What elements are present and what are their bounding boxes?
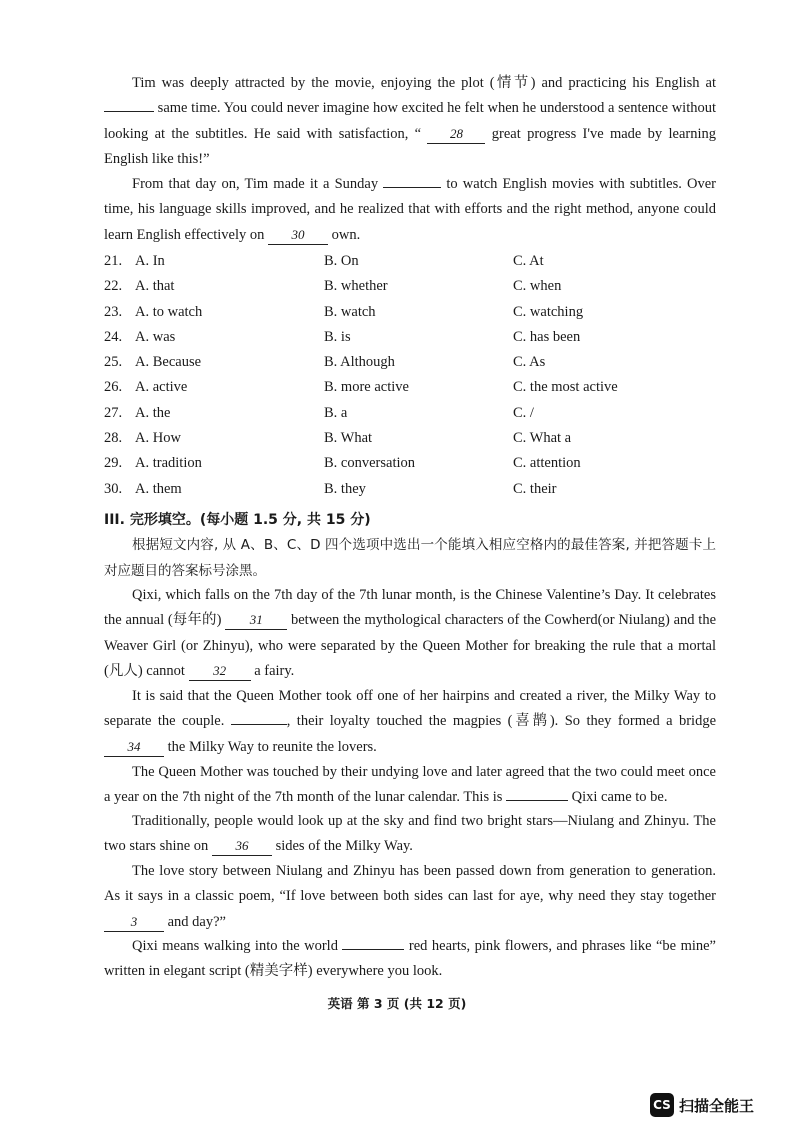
option-c: C. has been (513, 328, 581, 345)
option-a: A. them (135, 480, 182, 497)
blank-33 (231, 724, 287, 725)
option-c: C. At (513, 253, 544, 269)
passage2-paragraph-1 (104, 583, 716, 684)
passage2-text: red hearts, pink flowers, and phrases like “be mine” written in elegant script (精美字样) everywhere you look. (104, 938, 716, 980)
option-row (104, 401, 724, 426)
option-row (104, 426, 724, 451)
option-b: B. What (324, 430, 373, 447)
question-number: 23. (104, 303, 123, 320)
passage1-text: Tim was deeply attracted by the movie, enjoying the plot (情节) and practicing his English at (132, 75, 716, 91)
passage2-paragraph-3 (104, 760, 716, 811)
blank-28-answer: 28 (427, 125, 485, 144)
option-a: A. to watch (135, 303, 203, 320)
option-c: C. What a (513, 430, 572, 447)
option-c: C. As (513, 354, 546, 371)
passage2-text: a fairy. (254, 662, 295, 679)
scanner-watermark (650, 1092, 754, 1118)
option-b: B. more active (324, 379, 409, 396)
question-number: 21. (104, 253, 123, 269)
passage1-text: From that day on, Tim made it a Sunday (132, 176, 379, 192)
question-number: 25. (104, 354, 123, 371)
passage1-text: same time. You could never imagine how excited he felt when he understood a sentence without looking at the subtitles. He said with satisfaction, “ (104, 100, 716, 142)
question-number: 30. (104, 480, 123, 497)
passage2-text: between the mythological characters of the Cowherd(or Niulang) and the Weaver Girl (or Zhinyu), who were separated by the Queen Mother for breaking the rule that a mortal (凡人) cannot (104, 612, 717, 679)
option-b: B. a (324, 404, 348, 421)
option-b: B. conversation (324, 455, 416, 472)
option-c: C. the most active (513, 379, 618, 396)
blank-31: 31 (225, 611, 287, 630)
option-b: B. they (324, 480, 366, 497)
passage1-paragraph-2 (104, 172, 716, 248)
passage2-paragraph-2 (104, 684, 716, 760)
option-c: C. when (513, 278, 562, 295)
passage2-text: Traditionally, people would look up at the sky and find two bright stars—Niulang and Zhinyu. The two stars shine on (104, 813, 716, 855)
question-number: 26. (104, 379, 123, 396)
passage2-text: Qixi, which falls on the 7th day of the 7th lunar month, is the Chinese Valentine’s Day. It celebrates the annual (每年的) (104, 587, 716, 629)
option-b: B. whether (324, 278, 388, 295)
passage1-paragraph-1 (104, 71, 716, 172)
passage1-text: great progress I've made by learning English like this!” (104, 125, 717, 167)
option-b: B. watch (324, 303, 376, 320)
question-number: 28. (104, 430, 123, 447)
option-row (104, 375, 724, 400)
page-footer: 英语 第 3 页 (共 12 页) (327, 996, 467, 1011)
option-a: A. Because (135, 354, 202, 371)
blank-35 (506, 800, 568, 801)
passage1-text: own. (331, 226, 361, 243)
option-b: B. On (324, 253, 359, 269)
option-b: B. Although (324, 354, 395, 371)
option-a: A. the (135, 404, 171, 421)
passage2-text: , their loyalty touched the magpies (喜鹊). So they formed a bridge (286, 713, 717, 730)
blank-blank (383, 187, 441, 188)
option-a: A. In (135, 253, 165, 269)
question-number: 24. (104, 328, 123, 345)
option-c: C. / (513, 404, 534, 421)
cs-logo-icon: CS (650, 1093, 674, 1117)
option-a: A. tradition (135, 455, 202, 472)
passage2-paragraph-5 (104, 859, 716, 935)
option-c: C. their (513, 480, 557, 497)
section-title: III. 完形填空。(每小题 1.5 分, 共 15 分) (104, 512, 371, 528)
blank-36: 36 (212, 837, 272, 856)
option-a: A. was (135, 328, 176, 345)
option-row (104, 249, 724, 274)
option-b: B. is (324, 328, 351, 345)
answer-options-list (104, 249, 724, 502)
question-number: 27. (104, 404, 123, 421)
passage2-text: The love story between Niulang and Zhinyu has been passed down from generation to generation. As it says in a classic poem, “If love between both sides can last for aye, why need they stay together (104, 863, 716, 905)
option-row (104, 477, 724, 502)
question-number: 29. (104, 455, 123, 472)
passage2-text: The Queen Mother was touched by their undying love and later agreed that the two could meet once a year on the 7th night of the 7th month of the lunar calendar. This is (104, 764, 716, 806)
blank-37: 3 (104, 913, 164, 932)
option-a: A. active (135, 379, 188, 396)
option-c: C. watching (513, 303, 584, 320)
option-c: C. attention (513, 455, 581, 472)
blank-30-answer: 30 (268, 226, 328, 245)
passage2-paragraph-6 (104, 934, 716, 985)
passage1-text: to watch English movies with subtitles. Over time, his language skills improved, and he realized that with efforts and the right method, anyone could learn English effectively on (104, 176, 717, 243)
passage2-paragraph-4 (104, 809, 716, 860)
option-row (104, 300, 724, 325)
passage2-text: and day?” (167, 913, 226, 930)
passage2-text: Qixi means walking into the world (132, 938, 338, 954)
question-number: 22. (104, 278, 123, 295)
option-row (104, 274, 724, 299)
option-a: A. How (135, 430, 181, 447)
passage2-text: Qixi came to be. (571, 789, 668, 806)
option-row (104, 325, 724, 350)
blank-21 (104, 111, 154, 112)
passage2-text: the Milky Way to reunite the lovers. (167, 738, 377, 755)
section-instruction: 根据短文内容, 从 A、B、C、D 四个选项中选出一个能填入相应空格内的最佳答案, 并把答题卡上对应题目的答案标号涂黑。 (104, 537, 716, 579)
option-row (104, 350, 724, 375)
option-row (104, 451, 724, 476)
blank-38 (342, 949, 404, 950)
passage2-text: It is said that the Queen Mother took off one of her hairpins and created a river, the Milky Way to separate the couple. (104, 688, 716, 730)
blank-34: 34 (104, 738, 164, 757)
option-a: A. that (135, 278, 175, 295)
watermark-text: 扫描全能王 (679, 1096, 755, 1115)
passage2-text: sides of the Milky Way. (275, 838, 413, 855)
blank-32: 32 (189, 662, 251, 681)
